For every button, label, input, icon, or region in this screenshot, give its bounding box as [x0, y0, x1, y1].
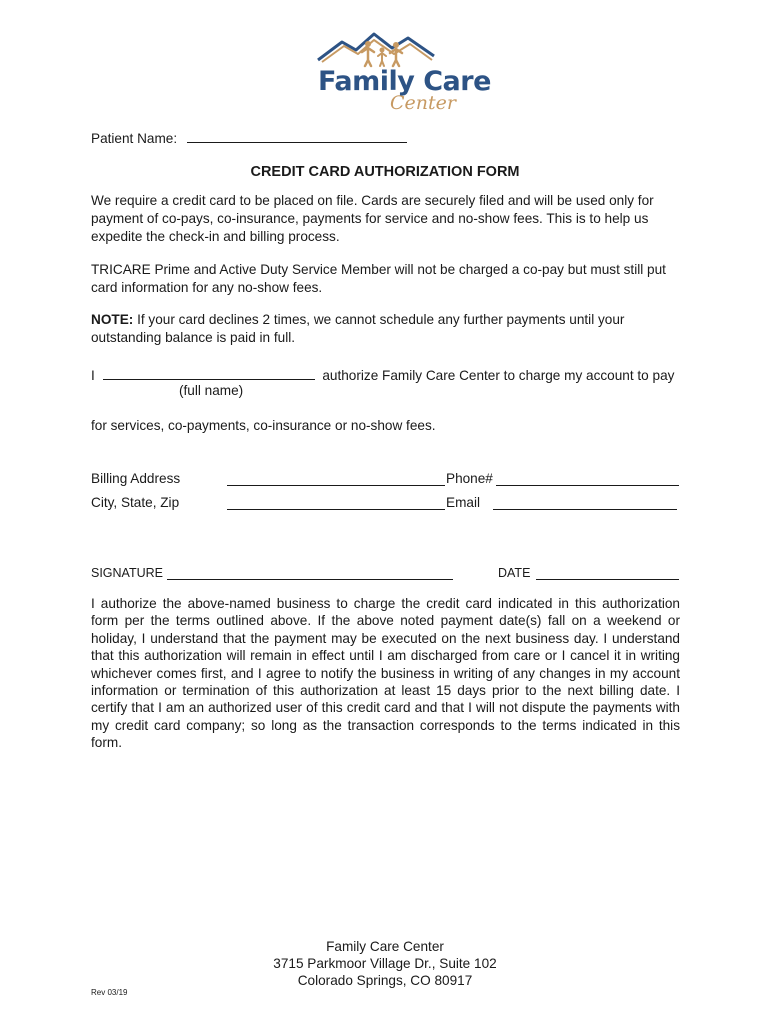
billing-address-field[interactable] — [227, 472, 445, 486]
patient-name-row — [91, 129, 407, 146]
full-name-caption: (full name) — [179, 383, 244, 398]
note-text: If your card declines 2 times, we cannot schedule any further payments until your outstanding balance is paid in full. — [91, 312, 625, 345]
revision-label: Rev 03/19 — [91, 988, 128, 997]
authorize-row — [91, 366, 674, 383]
city-state-zip-label: City, State, Zip — [91, 495, 180, 510]
authorize-suffix: authorize Family Care Center to charge my account to pay — [322, 368, 675, 383]
phone-field[interactable] — [496, 472, 679, 486]
authorization-terms: I authorize the above-named business to charge the credit card indicated in this authorization form per the terms outlined above. If the above noted payment date(s) fall on a weekend or holiday, I understand that the payment may be executed on the next business day. I understand that this authorization will remain in effect until I am discharged from care or I cancel it in writing whichever comes first, and I agree to notify the business in writing of any changes in my account information or termination of this authorization at least 15 days prior to the next billing date. I certify that I am an authorized user of this credit card and that I will not dispute the payments with my credit card company; so long as the transaction corresponds to the terms indicated in this form. — [91, 596, 680, 751]
footer-org: Family Care Center — [326, 939, 444, 954]
authorize-continuation: for services, co-payments, co-insurance or no-show fees. — [91, 418, 436, 433]
footer-address — [0, 938, 770, 989]
signature-field[interactable] — [167, 566, 453, 580]
billing-address-label: Billing Address — [91, 471, 181, 486]
tricare-paragraph: TRICARE Prime and Active Duty Service Member will not be charged a co-pay but must still put card information for any no-show fees. — [91, 262, 666, 295]
intro-paragraph: We require a credit card to be placed on file. Cards are securely filed and will be used only for payment of co-pays, co-insurance, payments for service and no-show fees. This is to help us expedite the check-in and billing process. — [91, 193, 654, 244]
family-care-logo — [312, 30, 491, 120]
phone-label: Phone# — [446, 471, 493, 486]
city-state-zip-field[interactable] — [227, 496, 445, 510]
logo-name-sub: Center — [390, 92, 456, 114]
date-field[interactable] — [536, 566, 679, 580]
patient-name-field[interactable] — [187, 129, 407, 143]
footer-address-line2: Colorado Springs, CO 80917 — [297, 973, 473, 988]
note-label: NOTE: — [91, 312, 134, 327]
email-field[interactable] — [493, 496, 677, 510]
form-title: CREDIT CARD AUTHORIZATION FORM — [250, 164, 520, 180]
note-paragraph — [91, 311, 691, 347]
logo-name-main: Family Care — [318, 66, 491, 97]
date-label: DATE — [498, 566, 531, 580]
email-label: Email — [446, 495, 480, 510]
signature-label: SIGNATURE — [91, 566, 163, 580]
full-name-field[interactable] — [103, 366, 315, 380]
footer-address-line1: 3715 Parkmoor Village Dr., Suite 102 — [273, 956, 497, 971]
authorize-prefix: I — [91, 368, 95, 383]
patient-name-label: Patient Name: — [91, 131, 178, 146]
